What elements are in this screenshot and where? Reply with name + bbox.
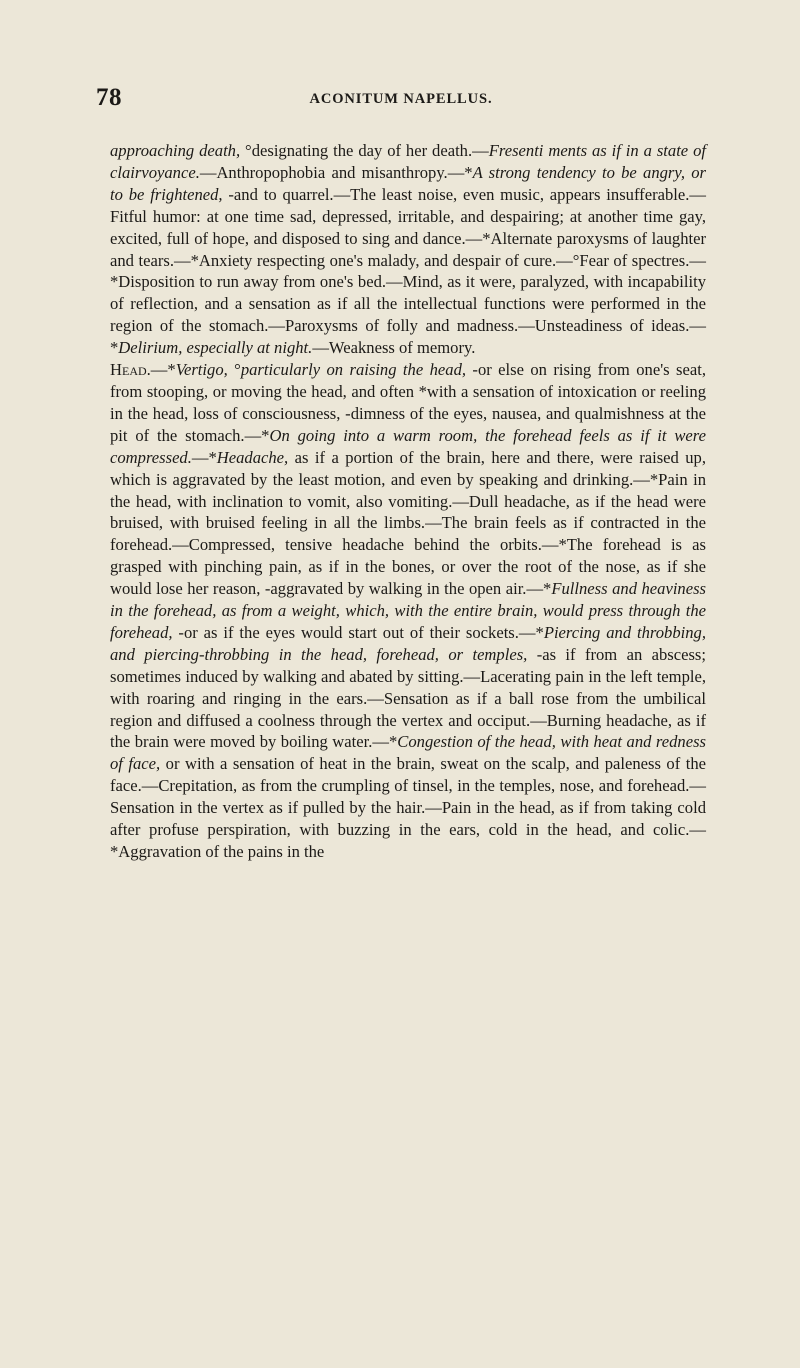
paragraph	[110, 140, 706, 359]
paragraph	[110, 359, 706, 863]
italic-text: Congestion of the head, with heat and redness of face,	[110, 732, 706, 774]
italic-text: approaching death,	[110, 141, 241, 160]
page-header	[96, 84, 706, 114]
text-run: -or as if the eyes would start out of their sockets.—*	[172, 622, 544, 642]
text-run: or with a sensation of heat in the brain, sweat on the scalp, and paleness of the face.—Crepitation, as from the crumpling of tinsel, in the temples, nose, and forehead.—Sensation in the vertex as if pulled by the hair.—Pain in the head, as if from taking cold after profuse perspiration, with buzzing in the ears, cold in the head, and colic.—*Aggravation of the pains in the	[110, 754, 706, 861]
italic-text: Vertigo,	[175, 360, 228, 380]
italic-text: particularly on raising the head,	[240, 360, 467, 380]
text-run: -and to quarrel.—The least noise, even music, appears insufferable.—Fitful humor: at one time sad, depressed, irritable, and despairing; at another time gay, excited, full of hope, and disposed to sing and dance.—*Alternate paroxysms of laughter and tears.—*Anxiety respecting one's malady, and despair of cure.—°Fear of spectres.—*Disposition to run away from one's bed.—Mind, as it were, paralyzed, with incapability of reflection, and a sensation as if all the intellectual functions were performed in the region of the stomach.—Paroxysms of folly and madness.—Unsteadiness of ideas.—*	[110, 184, 706, 358]
running-head: ACONITUM NAPELLUS.	[309, 91, 493, 107]
text-run: —*	[191, 447, 217, 467]
page-number: 78	[96, 84, 122, 111]
italic-text: Headache,	[216, 447, 289, 467]
italic-text: On going into a warm room, the forehead feels as if it were compressed.	[110, 425, 706, 467]
italic-text: Fullness and heaviness in the forehead, as from a weight, which, with the entire brain, would press through the forehead,	[110, 579, 707, 642]
section-heading: Head.	[110, 360, 151, 380]
text-run: °	[227, 360, 241, 380]
text-run: —*	[150, 360, 176, 380]
text-run: -as if from an abscess; sometimes induced by walking and abated by sitting.—Lacerating pain in the left temple, with roaring and ringing in the ears.—Sensation as if a ball rose from the umbilical region and diffused a coolness through the vertex and occiput.—Burning headache, as if the brain were moved by boiling water.—*	[110, 644, 706, 752]
text-run: —Anthropophobia and misanthropy.—*	[199, 162, 473, 182]
italic-text: Delirium, especially at night.	[118, 338, 313, 358]
body-text	[110, 140, 706, 863]
italic-text: Piercing and throbbing, and piercing-throbbing in the head, forehead, or temples,	[110, 622, 707, 664]
text-run: —Weakness of memory.	[312, 338, 476, 358]
text-run: as if a portion of the brain, here and there, were raised up, which is aggravated by the least motion, and even by speaking and drinking.—*Pain in the head, with inclination to vomit, also vomiting.—Dull headache, as if the head were bruised, with bruised feeling in all the limbs.—The brain feels as if contracted in the forehead.—Compressed, tensive headache behind the orbits.—*The forehead is as grasped with pinching pain, as if in the bones, or over the root of the nose, as if she would lose her reason, -aggravated by walking in the open air.—*	[110, 447, 706, 599]
text-run: °designating the day of her death.—	[240, 141, 489, 160]
italic-text: Fresenti ments as if in a state of clairvoyance.	[110, 141, 707, 182]
text-run: -or else on rising from one's seat, from stooping, or moving the head, and often *with a sensation of intoxication or reeling in the head, loss of consciousness, -dimness of the eyes, nausea, and qualmishness at the pit of the stomach.—*	[110, 360, 706, 445]
italic-text: A strong tendency to be angry, or to be frightened,	[110, 162, 706, 204]
